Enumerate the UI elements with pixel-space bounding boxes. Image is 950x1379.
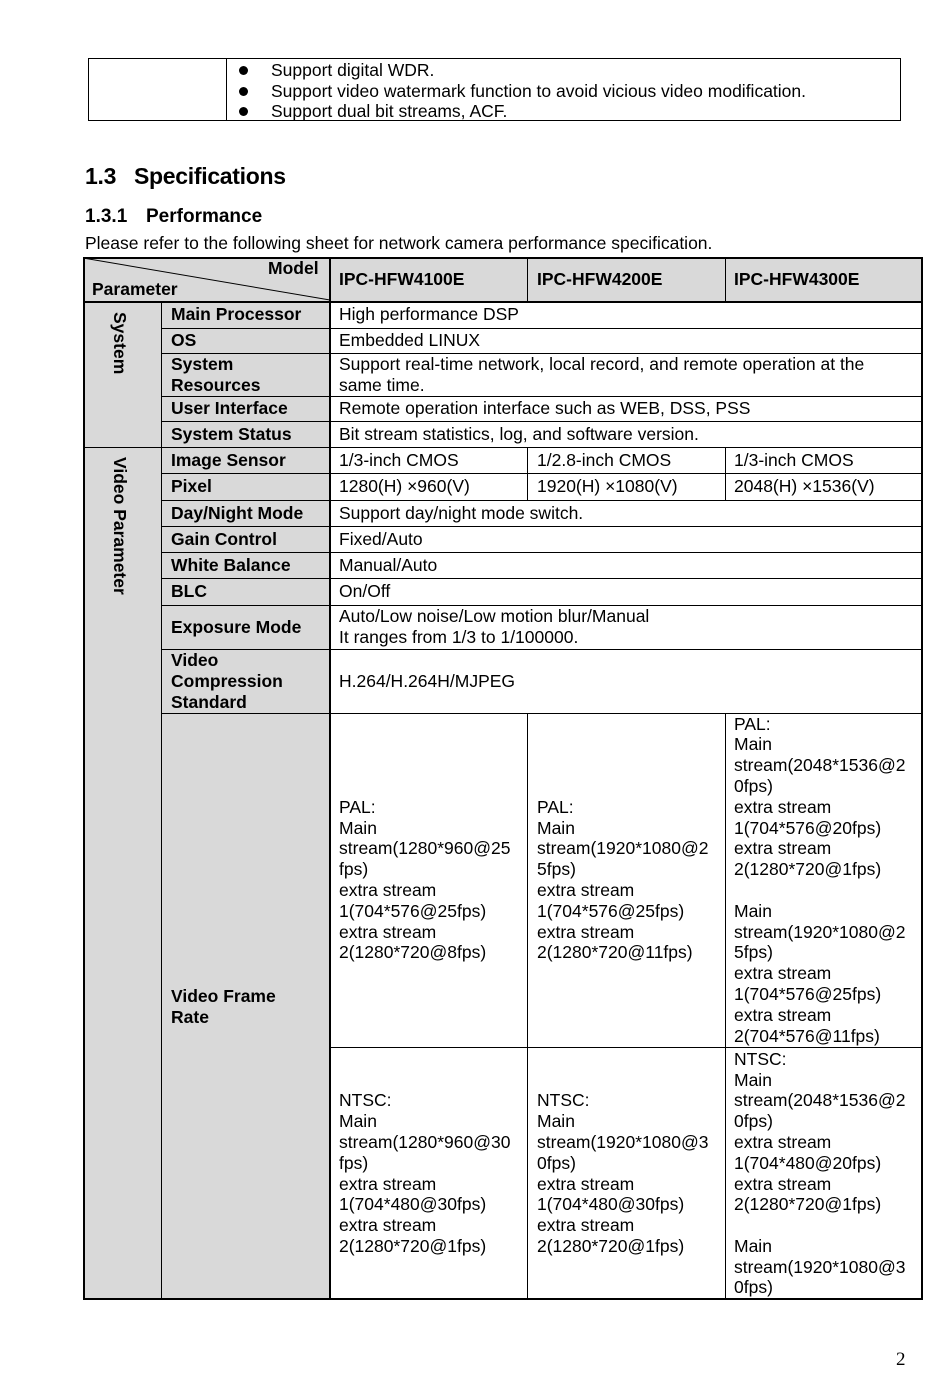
row-value: Bit stream statistics, log, and software version. — [339, 423, 699, 444]
table-grid-line — [162, 353, 923, 354]
table-grid-line — [527, 713, 528, 1300]
table-border — [83, 257, 85, 1300]
row-value: 2048(H) ×1536(V) — [734, 476, 875, 496]
row-value: High performance DSP — [339, 304, 519, 324]
row-value: 1920(H) ×1080(V) — [537, 476, 678, 496]
row-label: Exposure Mode — [171, 616, 302, 637]
group-label-video-parameter: Video Parameter — [110, 457, 130, 595]
row-label: System Status — [171, 423, 292, 444]
spec-table — [83, 257, 923, 1300]
row-value: Remote operation interface such as WEB, DSS, PSS — [339, 398, 751, 418]
table-border — [921, 257, 923, 1300]
row-label: Pixel — [171, 476, 212, 496]
model-column-header: IPC-HFW4200E — [537, 268, 663, 289]
section-heading: 1.3 Specifications — [85, 163, 286, 189]
frame-rate-ntsc-cell: NTSC: Main stream(1280*960@30 fps) extra stream 1(704*480@30fps) extra stream 2(1280*720@1fps) — [339, 1090, 511, 1256]
row-value: H.264/H.264H/MJPEG — [339, 670, 516, 691]
table-grid-line — [725, 713, 726, 1300]
row-label: User Interface — [171, 398, 288, 418]
row-label: Video Frame Rate — [171, 985, 276, 1027]
feature-list — [226, 60, 806, 122]
table-grid-line — [83, 301, 923, 303]
frame-rate-pal-cell: PAL: Main stream(1280*960@25 fps) extra stream 1(704*576@25fps) extra stream 2(1280*720@8fps) — [339, 796, 511, 963]
table-grid-line — [162, 396, 923, 397]
frame-rate-pal-cell: PAL: Main stream(2048*1536@2 0fps) extra stream 1(704*576@20fps) extra stream 2(1280*720@1fps) Main stream(1920*1080@2 5fps) extra stream 1(704*576@25fps) extra stream 2(704*576@11fps) — [734, 713, 906, 1046]
table-grid-line — [162, 552, 923, 553]
table-grid-line — [83, 447, 923, 448]
table-grid-line — [527, 257, 528, 301]
row-value: 1/2.8-inch CMOS — [537, 449, 672, 470]
table-grid-line — [162, 526, 923, 527]
feature-item: Support dual bit streams, ACF. — [226, 101, 806, 122]
parameter-header-label: Parameter — [92, 279, 178, 299]
intro-paragraph: Please refer to the following sheet for network camera performance specification. — [85, 233, 713, 253]
row-label: System Resources — [171, 353, 261, 395]
table-grid-line — [329, 257, 331, 1300]
row-value: 1280(H) ×960(V) — [339, 476, 470, 496]
bullet-icon — [239, 107, 248, 116]
row-value: 1/3-inch CMOS — [734, 449, 854, 470]
row-label: Image Sensor — [171, 449, 286, 470]
table-grid-line — [330, 1047, 923, 1048]
bullet-icon — [239, 87, 248, 96]
row-label: Day/Night Mode — [171, 502, 304, 523]
row-value: Auto/Low noise/Low motion blur/Manual It ranges from 1/3 to 1/100000. — [339, 606, 650, 647]
row-label: BLC — [171, 581, 207, 601]
row-value: Support day/night mode switch. — [339, 502, 584, 523]
table-grid-line — [162, 421, 923, 422]
frame-rate-ntsc-cell: NTSC: Main stream(2048*1536@2 0fps) extra stream 1(704*480@20fps) extra stream 2(1280*720@1fps) Main stream(1920*1080@3 0fps) — [734, 1048, 906, 1298]
row-label: Main Processor — [171, 304, 302, 324]
frame-rate-pal-cell: PAL: Main stream(1920*1080@2 5fps) extra stream 1(704*576@25fps) extra stream 2(1280*720@11fps) — [537, 796, 709, 963]
row-label: White Balance — [171, 554, 291, 575]
row-value: Embedded LINUX — [339, 330, 481, 350]
table-border — [83, 1298, 923, 1300]
table-grid-line — [162, 328, 923, 329]
row-label: OS — [171, 330, 197, 350]
table-grid-line — [162, 500, 923, 501]
row-label: Gain Control — [171, 528, 277, 549]
row-value: Fixed/Auto — [339, 528, 423, 549]
row-value: On/Off — [339, 581, 391, 601]
feature-table — [88, 58, 901, 121]
subsection-heading: 1.3.1 Performance — [85, 206, 263, 227]
table-grid-line — [161, 301, 162, 1300]
table-grid-line — [162, 605, 923, 606]
table-grid-line — [162, 578, 923, 579]
page-number: 2 — [896, 1349, 906, 1370]
table-border — [83, 257, 923, 259]
row-label: Video Compression Standard — [171, 649, 283, 712]
model-column-header: IPC-HFW4300E — [734, 268, 860, 289]
row-value: 1/3-inch CMOS — [339, 449, 459, 470]
frame-rate-ntsc-cell: NTSC: Main stream(1920*1080@3 0fps) extra stream 1(704*480@30fps) extra stream 2(1280*720@1fps) — [537, 1090, 709, 1256]
model-column-header: IPC-HFW4100E — [339, 268, 465, 289]
table-grid-line — [162, 473, 923, 474]
table-grid-line — [162, 713, 923, 714]
table-grid-line — [725, 257, 726, 301]
feature-table-empty-cell — [89, 59, 227, 120]
model-header-label: Model — [268, 258, 319, 278]
group-label-system: System — [110, 312, 130, 375]
bullet-icon — [239, 66, 248, 75]
feature-item: Support video watermark function to avoid vicious video modification. — [226, 81, 806, 102]
row-value: Support real-time network, local record, and remote operation at the same time. — [339, 353, 865, 395]
table-grid-line — [162, 649, 923, 650]
feature-item: Support digital WDR. — [226, 60, 806, 81]
row-value: Manual/Auto — [339, 554, 438, 575]
